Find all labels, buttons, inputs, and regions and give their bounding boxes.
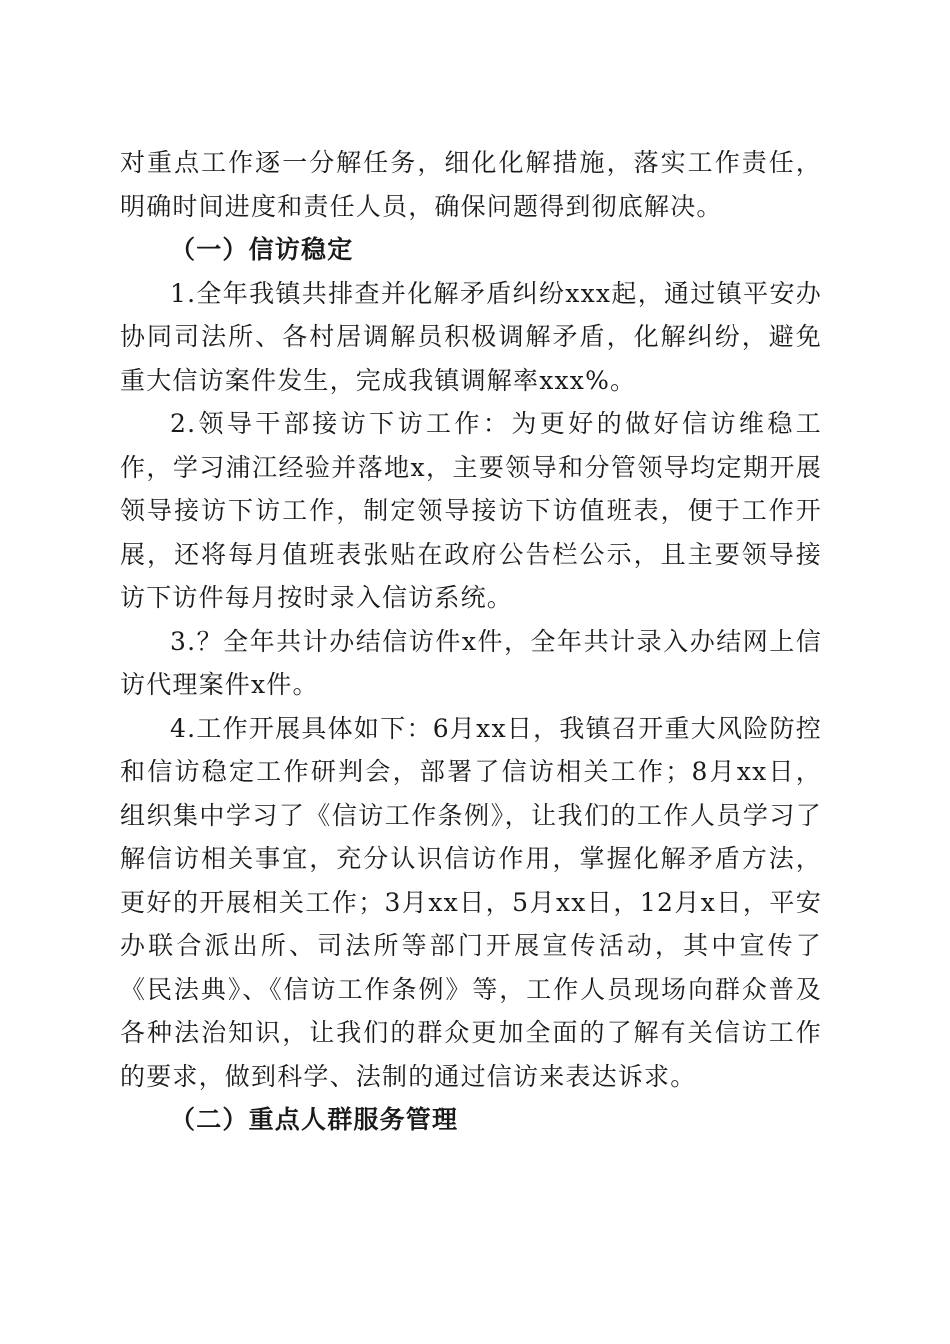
paragraph-item-4: 4.工作开展具体如下：6月xx日，我镇召开重大风险防控和信访稳定工作研判会，部署了信访相关工作；8月xx日，组织集中学习了《信访工作条例》，让我们的工作人员学习了解信访相关事宜，充分认识信访作用，掌握化解矛盾方法，更好的开展相关工作；3月xx日，5月xx日，12月x日，平安办联合派出所、司法所等部门开展宣传活动，其中宣传了《民法典》、《信访工作条例》等，工作人员现场向群众普及各种法治知识，让我们的群众更加全面的了解有关信访工作的要求，做到科学、法制的通过信访来表达诉求。 — [120, 713, 822, 1091]
paragraph-item-1: 1.全年我镇共排查并化解矛盾纠纷xxx起，通过镇平安办协同司法所、各村居调解员积极调解矛盾，化解纠纷，避免重大信访案件发生，完成我镇调解率xxx%。 — [120, 278, 822, 395]
section-heading-key-groups: （二）重点人群服务管理 — [170, 1105, 459, 1134]
paragraph-item-3: 3.？全年共计办结信访件x件，全年共计录入办结网上信访代理案件x件。 — [120, 626, 822, 699]
document-body — [120, 141, 822, 1142]
section-heading-petition-stability: （一）信访稳定 — [170, 235, 354, 264]
paragraph-continued: 对重点工作逐一分解任务，细化化解措施，落实工作责任，明确时间进度和责任人员，确保问题得到彻底解决。 — [120, 148, 822, 221]
paragraph-item-2: 2.领导干部接访下访工作：为更好的做好信访维稳工作，学习浦江经验并落地x，主要领导和分管领导均定期开展领导接访下访工作，制定领导接访下访值班表，便于工作开展，还将每月值班表张贴在政府公告栏公示，且主要领导接访下访件每月按时录入信访系统。 — [120, 409, 822, 612]
